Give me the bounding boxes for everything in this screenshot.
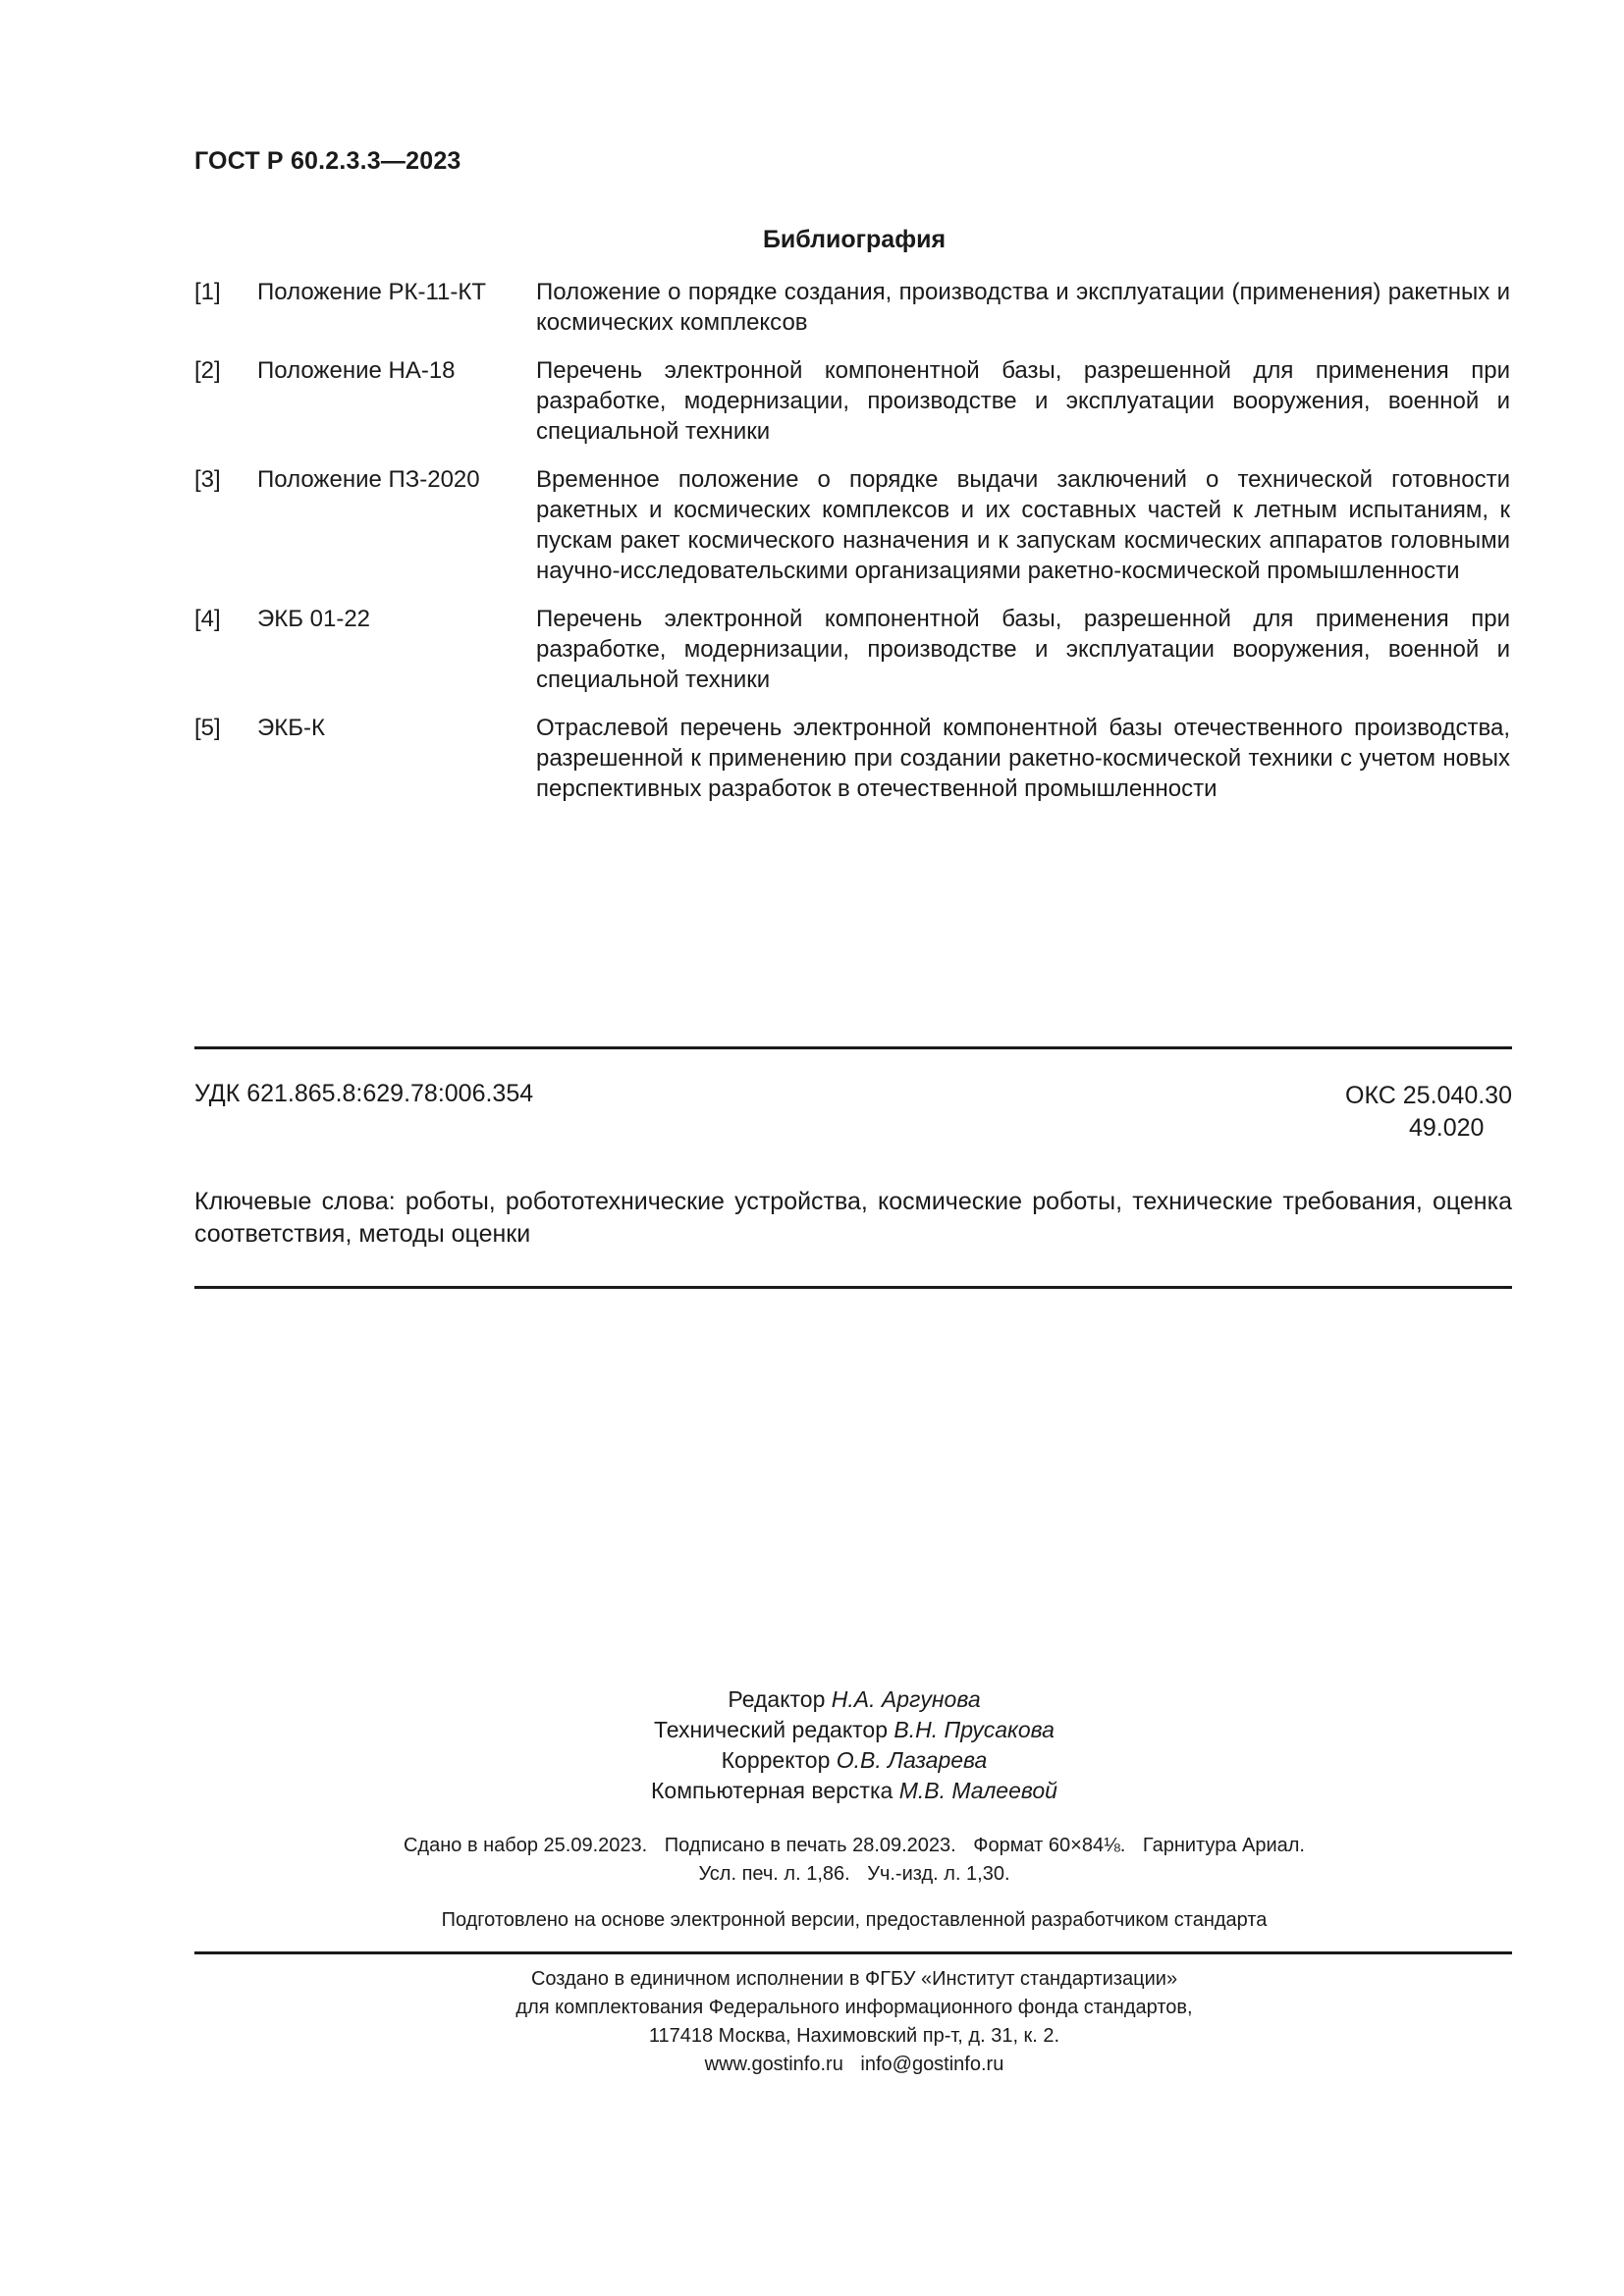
- entry-description: Временное положение о порядке выдачи заключений о технической готовности ракетных и космических комплексов и их составных частей к летным испытаниям, к пускам ракет космического назначения и к запускам космических аппаратов головными научно-исследовательскими организациями ракетно-космической промышленности: [536, 466, 1510, 584]
- divider: [194, 1951, 1512, 1954]
- entry-code: Положение ПЗ-2020: [257, 466, 480, 493]
- publisher-line: Создано в единичном исполнении в ФГБУ «Институт стандартизации»: [530, 1968, 1178, 1990]
- website-link[interactable]: www.gostinfo.ru: [704, 2054, 843, 2075]
- signed-date: Подписано в печать 28.09.2023.: [664, 1835, 956, 1856]
- keywords: Ключевые слова: роботы, робототехнические устройства, космические роботы, технические требования, оценка соответствия, методы оценки: [194, 1188, 1512, 1248]
- publisher-line: для комплектования Федерального информационного фонда стандартов,: [515, 1997, 1193, 2018]
- bibliography-entry: [194, 355, 1510, 447]
- submitted-date: Сдано в набор 25.09.2023.: [403, 1835, 648, 1856]
- paper-format: Формат 60×84⅛.: [973, 1835, 1126, 1856]
- oks-code-secondary: 49.020: [1409, 1114, 1485, 1142]
- typeface: Гарнитура Ариал.: [1142, 1835, 1305, 1856]
- standard-code: ГОСТ Р 60.2.3.3—2023: [194, 147, 461, 175]
- publisher-block: [0, 1965, 1624, 2079]
- bibliography-entry: [194, 604, 1510, 695]
- entry-description: Отраслевой перечень электронной компонентной базы отечественного производства, разрешенной к применению при создании ракетно-космической техники с учетом новых перспективных разработок в отечественной промышленности: [536, 715, 1510, 802]
- bibliography-entry: [194, 464, 1510, 586]
- prepared-note: Подготовлено на основе электронной версии, предоставленной разработчиком стандарта: [441, 1909, 1268, 1931]
- print-info-line2: [0, 1860, 1624, 1889]
- publisher-address: 117418 Москва, Нахимовский пр-т, д. 31, к. 2.: [648, 2025, 1060, 2047]
- publication-sheets: Уч.-изд. л. 1,30.: [867, 1863, 1010, 1885]
- print-info: [0, 1832, 1624, 1889]
- oks-code-primary: ОКС 25.040.30: [1345, 1082, 1512, 1109]
- entry-number: [5]: [194, 715, 221, 741]
- credit-corrector: Корректор О.В. Лазарева: [721, 1747, 988, 1773]
- divider: [194, 1046, 1512, 1049]
- bibliography-list: [194, 277, 1510, 822]
- publisher-contacts: [0, 2051, 1624, 2079]
- entry-code: Положение НА-18: [257, 357, 456, 384]
- bibliography-title: Библиография: [762, 226, 947, 253]
- editor-name: Н.А. Аргунова: [831, 1686, 981, 1712]
- bibliography-entry: [194, 713, 1510, 804]
- entry-number: [3]: [194, 466, 221, 493]
- entry-description: Перечень электронной компонентной базы, разрешенной для применения при разработке, модернизации, производстве и эксплуатации вооружения, военной и специальной техники: [536, 606, 1510, 693]
- credit-tech-editor: Технический редактор В.Н. Прусакова: [654, 1717, 1055, 1742]
- oks-codes: [1276, 1080, 1512, 1145]
- entry-number: [4]: [194, 606, 221, 632]
- entry-description: Перечень электронной компонентной базы, разрешенной для применения при разработке, модернизации, производстве и эксплуатации вооружения, военной и специальной техники: [536, 357, 1510, 445]
- entry-description: Положение о порядке создания, производства и эксплуатации (применения) ракетных и космических комплексов: [536, 279, 1510, 336]
- credit-layout: Компьютерная верстка М.В. Малеевой: [651, 1778, 1057, 1803]
- print-sheets: Усл. печ. л. 1,86.: [698, 1863, 850, 1885]
- entry-number: [1]: [194, 279, 221, 305]
- bibliography-entry: [194, 277, 1510, 338]
- divider: [194, 1286, 1512, 1289]
- email-link[interactable]: info@gostinfo.ru: [860, 2054, 1004, 2075]
- credit-editor: Редактор Н.А. Аргунова: [728, 1686, 981, 1712]
- entry-number: [2]: [194, 357, 221, 384]
- tech-editor-name: В.Н. Прусакова: [893, 1717, 1055, 1742]
- entry-code: ЭКБ 01-22: [257, 606, 371, 632]
- udc-code: УДК 621.865.8:629.78:006.354: [194, 1080, 534, 1107]
- layout-name: М.В. Малеевой: [898, 1778, 1057, 1803]
- print-info-line1: [0, 1832, 1624, 1860]
- credits-block: [0, 1684, 1624, 1806]
- entry-code: Положение РК-11-КТ: [257, 279, 487, 305]
- corrector-name: О.В. Лазарева: [836, 1747, 988, 1773]
- entry-code: ЭКБ-К: [257, 715, 325, 741]
